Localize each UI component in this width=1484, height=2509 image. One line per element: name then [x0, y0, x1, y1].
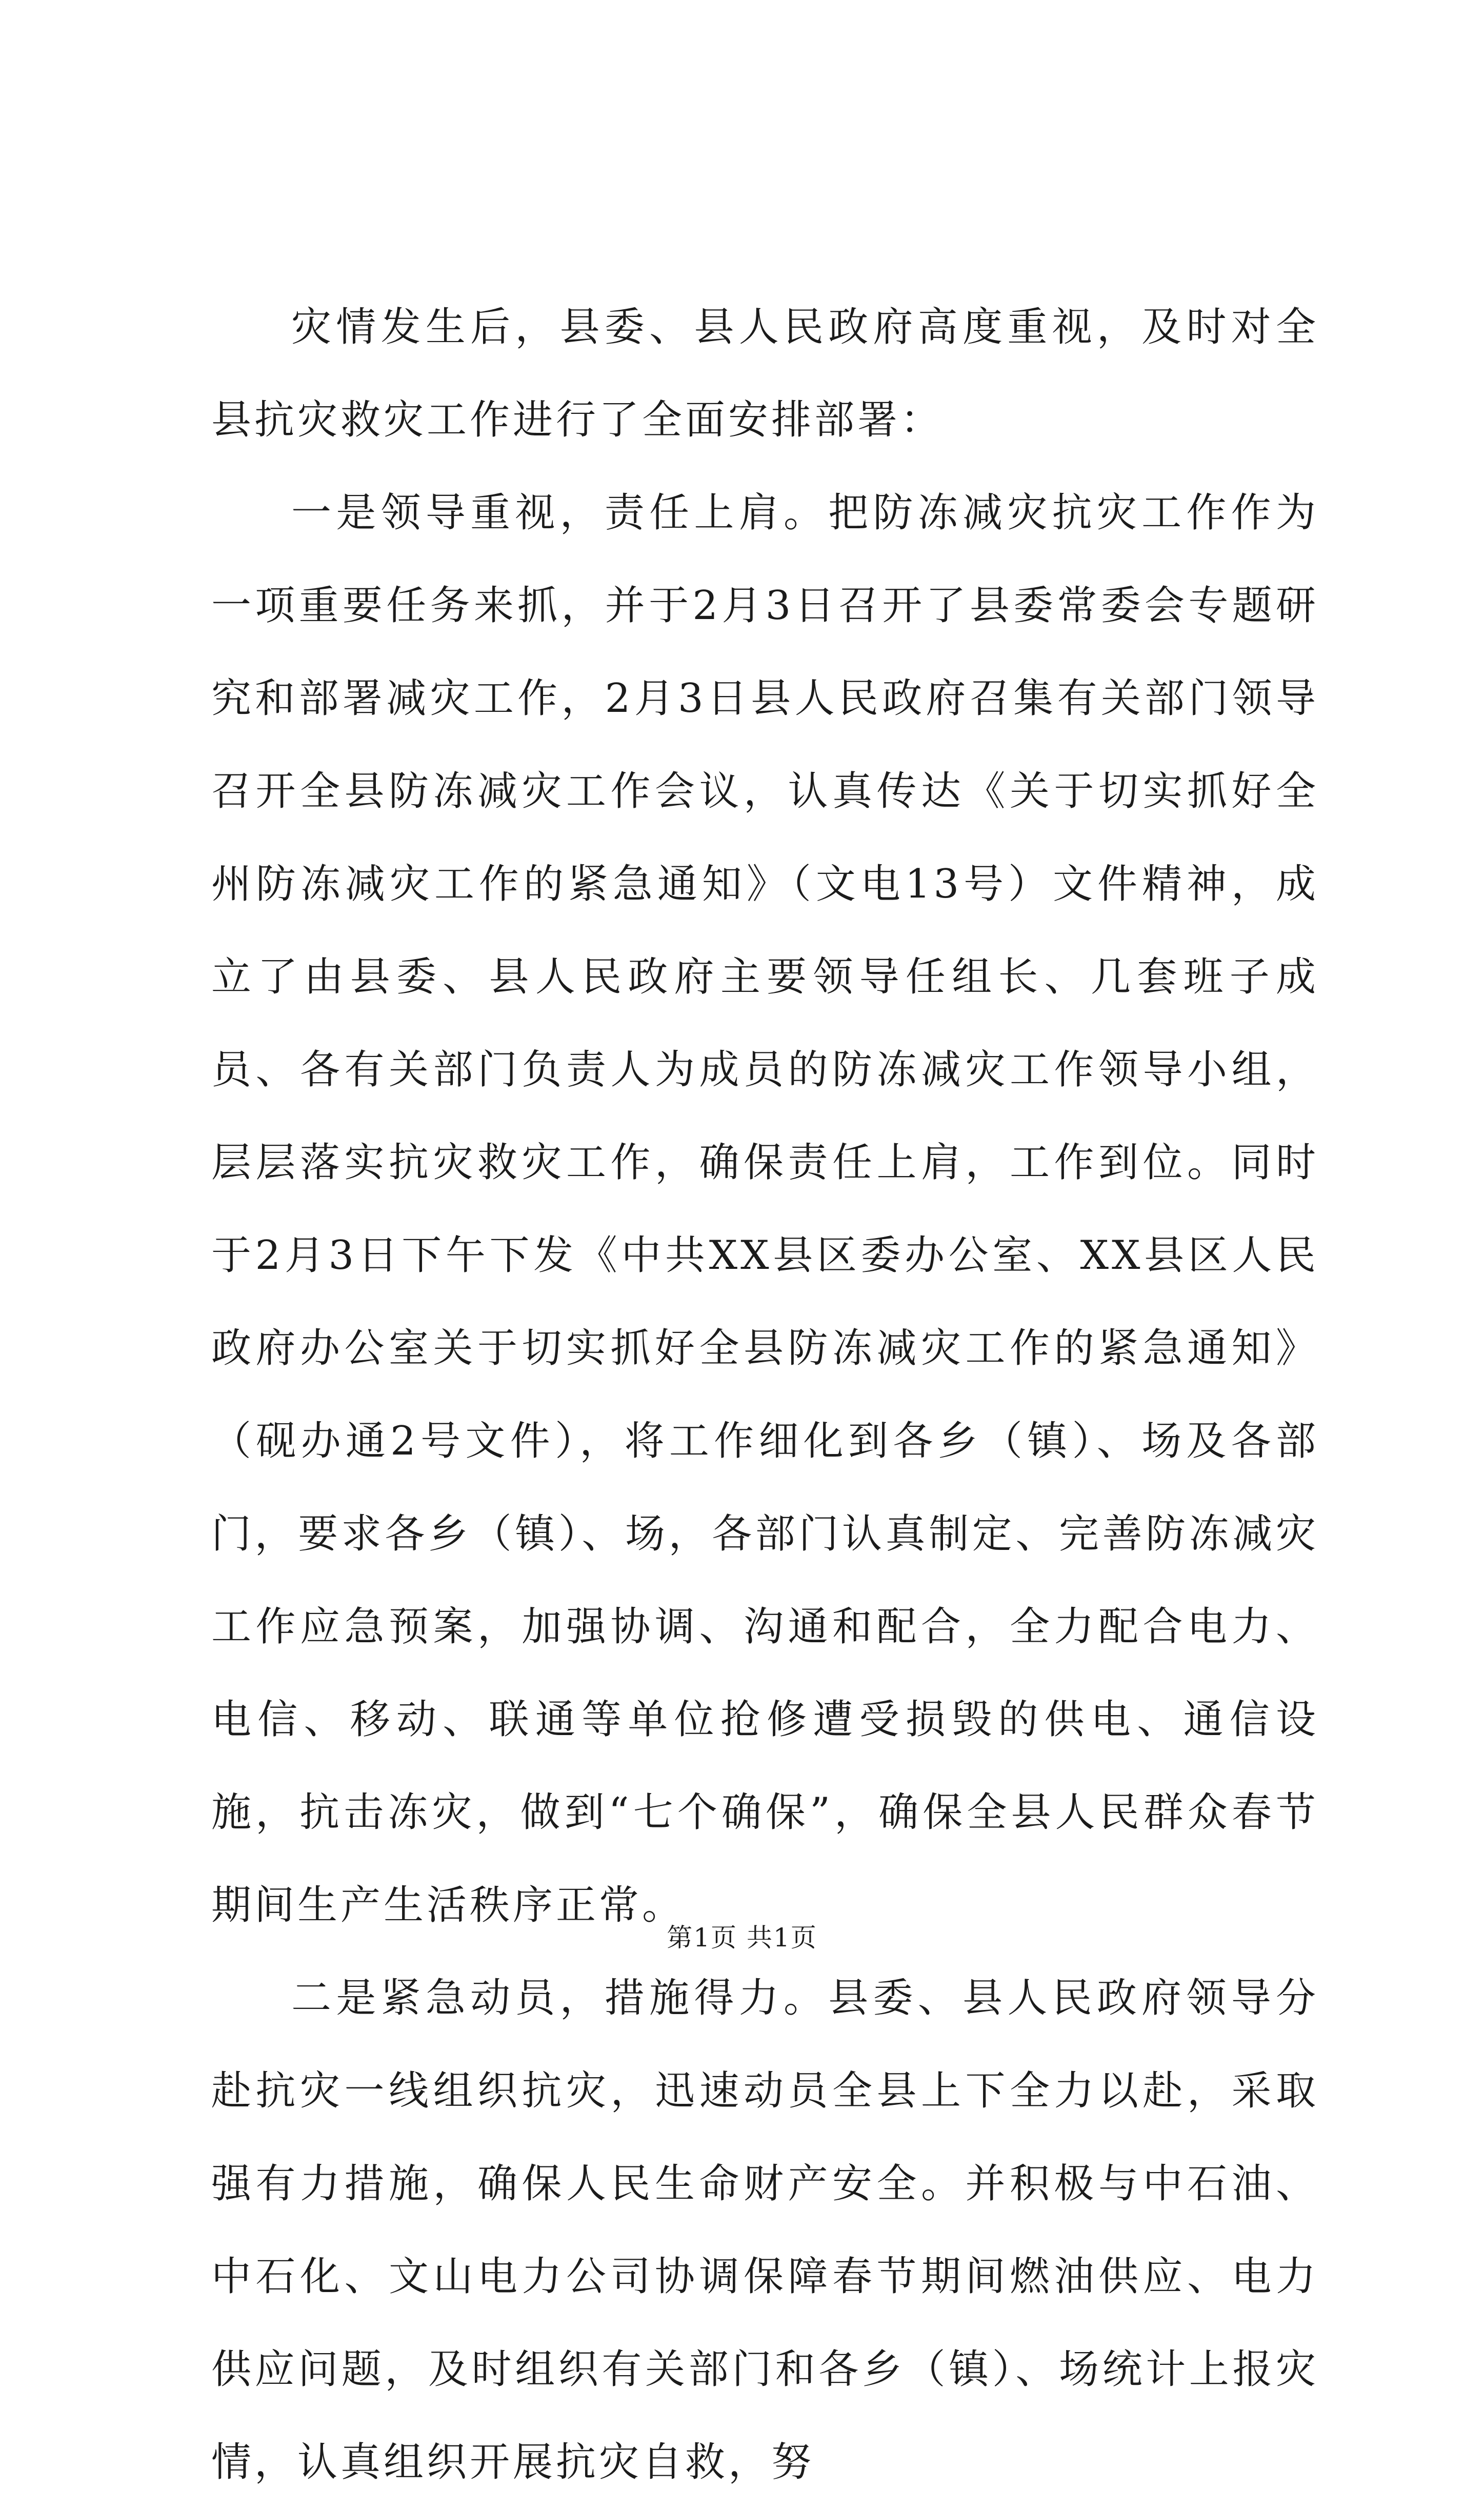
- page-footer: 第1页 共1页: [667, 1923, 817, 1953]
- paragraph-intro: 灾情发生后，县委、县人民政府高度重视，及时对全县抗灾救灾工作进行了全面安排部署：: [211, 304, 1319, 443]
- paragraph-point-one: 一是领导重视，责任上肩。把防冻减灾抗灾工作作为一项重要任务来抓，并于2月3日召开了县委常委会专题研究和部署减灾工作，2月3日县人民政府召集有关部门领导召开全县防冻减灾工作会议，认真传达《关于切实抓好全州防冻减灾工作的紧急通知》（文电13号）文件精神，成立了由县委、县人民政府主要领导任组长、几套班子成员、各有关部门负责人为成员的防冻减灾工作领导小组，层层落实抗灾救灾工作，确保责任上肩，工作到位。同时于2月3日下午下发《中共XX县区委办公室、XX县区人民政府办公室关于切实抓好全县防冻减灾工作的紧急通知》（砚办通2号文件），将工作细化到各乡（镇）、场及各部门，要求各乡（镇）、场，各部门认真制定、完善防冻减灾工作应急预案，加强协调、沟通和配合，全力配合电力、电信、移动、联通等单位抢修遭受损毁的供电、通信设施，抗击冻灾，做到“七个确保”，确保全县人民群众春节期间生产生活秩序正常。: [211, 490, 1319, 1928]
- document-body: [211, 281, 1319, 2509]
- paragraph-point-two: 二是紧急动员，措施得力。县委、县人民政府领导分赴抗灾一线组织抗灾，迅速动员全县上下全力以赴，采取强有力措施，确保人民生命财产安全。并积极与中石油、中石化、文山电力公司协调保障春节期间燃油供应、电力供应问题，及时组织有关部门和各乡（镇）、场统计上报灾情，认真组织开展抗灾自救，努: [211, 1975, 1319, 2485]
